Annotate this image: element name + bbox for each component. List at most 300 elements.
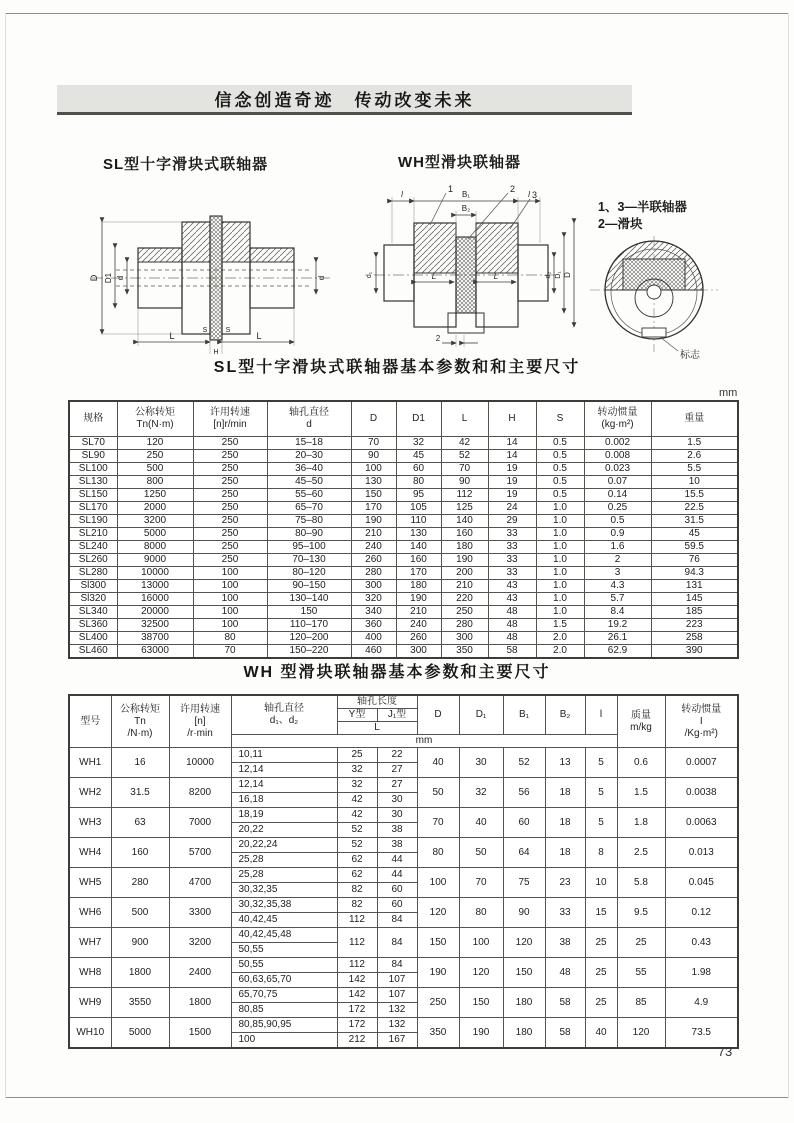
value-cell: 105 — [396, 502, 441, 515]
value-cell: 130 — [351, 476, 396, 489]
value-cell: 130 — [396, 528, 441, 541]
value-cell: 95–100 — [267, 541, 351, 554]
value-cell: 2000 — [117, 502, 193, 515]
wh-col-inertia: 转动惯量 I /Kg·m²) — [665, 695, 738, 748]
wh-table-row — [69, 748, 738, 763]
value-cell: 1.0 — [536, 502, 584, 515]
value-cell: 84 — [377, 928, 417, 958]
value-cell: 14 — [488, 450, 536, 463]
sl-table-row — [69, 593, 738, 606]
wh-part-1: 1 — [448, 184, 454, 194]
value-cell: 120 — [117, 437, 193, 450]
value-cell: 500 — [117, 463, 193, 476]
bore-cell: 100 — [231, 1033, 337, 1049]
value-cell: 38700 — [117, 632, 193, 645]
model-cell: SL460 — [69, 645, 117, 659]
value-cell: 48 — [488, 619, 536, 632]
wh-part-2: 2 — [510, 184, 516, 194]
value-cell: 80–90 — [267, 528, 351, 541]
value-cell: 1.0 — [536, 606, 584, 619]
value-cell: 90–150 — [267, 580, 351, 593]
value-cell: 120 — [503, 928, 545, 958]
value-cell: 3300 — [169, 898, 231, 928]
value-cell: 8 — [585, 838, 617, 868]
value-cell: 100 — [417, 868, 459, 898]
value-cell: 107 — [377, 988, 417, 1003]
value-cell: 18 — [545, 808, 585, 838]
value-cell: 100 — [193, 593, 267, 606]
value-cell: 9000 — [117, 554, 193, 567]
value-cell: 1500 — [169, 1018, 231, 1049]
model-cell: WH6 — [69, 898, 111, 928]
value-cell: 390 — [651, 645, 738, 659]
value-cell: 150 — [267, 606, 351, 619]
value-cell: 3550 — [111, 988, 169, 1018]
value-cell: 120 — [459, 958, 503, 988]
value-cell: 32 — [396, 437, 441, 450]
value-cell: 190 — [396, 593, 441, 606]
sl-table-title: SL型十字滑块式联轴器基本参数和和主要尺寸 — [213, 359, 581, 376]
value-cell: 45 — [651, 528, 738, 541]
value-cell: 80–120 — [267, 567, 351, 580]
model-cell: SL260 — [69, 554, 117, 567]
model-cell: SL190 — [69, 515, 117, 528]
value-cell: 150 — [459, 988, 503, 1018]
value-cell: 40 — [417, 748, 459, 778]
wh-dim-L-left: L — [431, 272, 437, 281]
value-cell: 1.8 — [617, 808, 665, 838]
value-cell: 140 — [396, 541, 441, 554]
value-cell: 29 — [488, 515, 536, 528]
sl-table-row — [69, 502, 738, 515]
wh-dim-l-left: l — [401, 190, 403, 199]
value-cell: 75 — [503, 868, 545, 898]
model-cell: WH3 — [69, 808, 111, 838]
value-cell: 180 — [396, 580, 441, 593]
value-cell: 300 — [396, 645, 441, 659]
value-cell: 26.1 — [584, 632, 651, 645]
value-cell: 0.002 — [584, 437, 651, 450]
value-cell: 55 — [617, 958, 665, 988]
value-cell: 42 — [337, 808, 377, 823]
model-cell: WH10 — [69, 1018, 111, 1049]
value-cell: 25 — [585, 928, 617, 958]
value-cell: 7000 — [169, 808, 231, 838]
value-cell: 8200 — [169, 778, 231, 808]
value-cell: 22 — [377, 748, 417, 763]
value-cell: 75–80 — [267, 515, 351, 528]
end-view-figure — [588, 234, 728, 362]
value-cell: 31.5 — [651, 515, 738, 528]
value-cell: 48 — [488, 606, 536, 619]
mark-label: 标志 — [680, 350, 700, 361]
value-cell: 112 — [337, 928, 377, 958]
wh-dim-D1: D₁ — [555, 271, 562, 279]
value-cell: 0.023 — [584, 463, 651, 476]
sl-figure-title: SL型十字滑块式联轴器 — [103, 156, 269, 173]
value-cell: 16 — [111, 748, 169, 778]
value-cell: 19 — [488, 476, 536, 489]
value-cell: 32500 — [117, 619, 193, 632]
value-cell: 58 — [545, 1018, 585, 1049]
value-cell: 2 — [584, 554, 651, 567]
wh-table-row — [69, 868, 738, 883]
value-cell: 240 — [396, 619, 441, 632]
page-border-top — [6, 13, 788, 14]
value-cell: 38 — [377, 838, 417, 853]
value-cell: 2.6 — [651, 450, 738, 463]
sl-figure-svg — [58, 178, 363, 356]
value-cell: 4.9 — [665, 988, 738, 1018]
sl-dim-L-right: L — [256, 331, 262, 341]
value-cell: 27 — [377, 778, 417, 793]
bore-cell: 80,85,90,95 — [231, 1018, 337, 1033]
sl-dim-D: D — [89, 274, 99, 282]
value-cell: 190 — [351, 515, 396, 528]
value-cell: 56 — [503, 778, 545, 808]
sl-table-row — [69, 463, 738, 476]
sl-col-inertia: 转动惯量 (kg·m²) — [584, 401, 651, 437]
value-cell: 0.5 — [536, 463, 584, 476]
wh-figure — [362, 183, 582, 355]
model-cell: SL280 — [69, 567, 117, 580]
value-cell: 58 — [488, 645, 536, 659]
value-cell: 60 — [377, 883, 417, 898]
sl-dim-d-left: d — [116, 275, 125, 281]
value-cell: 100 — [193, 567, 267, 580]
value-cell: 125 — [441, 502, 488, 515]
value-cell: 70 — [441, 463, 488, 476]
value-cell: 10000 — [169, 748, 231, 778]
value-cell: 2.0 — [536, 632, 584, 645]
value-cell: 0.9 — [584, 528, 651, 541]
banner — [57, 85, 632, 115]
value-cell: 42 — [441, 437, 488, 450]
bore-cell: 30,32,35,38 — [231, 898, 337, 913]
value-cell: 210 — [396, 606, 441, 619]
value-cell: 180 — [503, 1018, 545, 1049]
sl-table-row — [69, 476, 738, 489]
value-cell: 48 — [488, 632, 536, 645]
value-cell: 258 — [651, 632, 738, 645]
value-cell: 250 — [117, 450, 193, 463]
wh-dim-gap: 2 — [435, 334, 441, 343]
value-cell: 31.5 — [111, 778, 169, 808]
value-cell: 22.5 — [651, 502, 738, 515]
value-cell: 30 — [377, 793, 417, 808]
value-cell: 0.5 — [536, 489, 584, 502]
value-cell: 60 — [396, 463, 441, 476]
value-cell: 13000 — [117, 580, 193, 593]
value-cell: 1.5 — [536, 619, 584, 632]
value-cell: 40 — [459, 808, 503, 838]
value-cell: 5 — [585, 808, 617, 838]
sl-table — [68, 400, 739, 659]
value-cell: 80 — [417, 838, 459, 868]
value-cell: 1.0 — [536, 593, 584, 606]
value-cell: 16000 — [117, 593, 193, 606]
value-cell: 460 — [351, 645, 396, 659]
page-number: 73 — [717, 1044, 733, 1059]
bore-cell: 40,42,45,48 — [231, 928, 337, 943]
model-cell: SL130 — [69, 476, 117, 489]
value-cell: 2.0 — [536, 645, 584, 659]
value-cell: 280 — [351, 567, 396, 580]
value-cell: 5 — [585, 748, 617, 778]
value-cell: 140 — [441, 515, 488, 528]
value-cell: 120–200 — [267, 632, 351, 645]
bore-cell: 50,55 — [231, 958, 337, 973]
value-cell: 30 — [459, 748, 503, 778]
value-cell: 500 — [111, 898, 169, 928]
value-cell: 1.0 — [536, 554, 584, 567]
value-cell: 15.5 — [651, 489, 738, 502]
value-cell: 25 — [617, 928, 665, 958]
model-cell: WH4 — [69, 838, 111, 868]
value-cell: 100 — [459, 928, 503, 958]
value-cell: 212 — [337, 1033, 377, 1049]
sl-dim-L-left: L — [169, 331, 175, 341]
value-cell: 5.7 — [584, 593, 651, 606]
bore-cell: 50,55 — [231, 943, 337, 958]
value-cell: 60 — [503, 808, 545, 838]
wh-table-row — [69, 808, 738, 823]
wh-table-title: WH 型滑块联轴器基本参数和主要尺寸 — [243, 664, 551, 681]
model-cell: SL400 — [69, 632, 117, 645]
value-cell: 1.0 — [536, 541, 584, 554]
value-cell: 9.5 — [617, 898, 665, 928]
value-cell: 100 — [193, 619, 267, 632]
value-cell: 80 — [193, 632, 267, 645]
wh-col-D1: D₁ — [459, 695, 503, 735]
bore-cell: 65,70,75 — [231, 988, 337, 1003]
value-cell: 45 — [396, 450, 441, 463]
value-cell: 33 — [488, 554, 536, 567]
value-cell: 110 — [396, 515, 441, 528]
value-cell: 25 — [585, 988, 617, 1018]
value-cell: 95 — [396, 489, 441, 502]
model-cell: SL90 — [69, 450, 117, 463]
value-cell: 250 — [193, 554, 267, 567]
value-cell: 45–50 — [267, 476, 351, 489]
value-cell: 60 — [377, 898, 417, 913]
value-cell: 58 — [545, 988, 585, 1018]
end-view-legend — [598, 199, 687, 233]
value-cell: 250 — [193, 528, 267, 541]
value-cell: 1.0 — [536, 580, 584, 593]
value-cell: 85 — [617, 988, 665, 1018]
value-cell: 100 — [351, 463, 396, 476]
value-cell: 145 — [651, 593, 738, 606]
value-cell: 32 — [337, 778, 377, 793]
value-cell: 1.6 — [584, 541, 651, 554]
wh-table-row — [69, 898, 738, 913]
model-cell: Sl300 — [69, 580, 117, 593]
value-cell: 90 — [503, 898, 545, 928]
value-cell: 350 — [417, 1018, 459, 1049]
sl-col-bore: 轴孔直径 d — [267, 401, 351, 437]
value-cell: 64 — [503, 838, 545, 868]
value-cell: 185 — [651, 606, 738, 619]
value-cell: 3200 — [117, 515, 193, 528]
value-cell: 33 — [488, 528, 536, 541]
value-cell: 100 — [193, 606, 267, 619]
value-cell: 19.2 — [584, 619, 651, 632]
banner-title: 信念创造奇迹 传动改变未来 — [214, 91, 475, 110]
sl-table-row — [69, 554, 738, 567]
wh-dim-B2: B₂ — [461, 204, 471, 213]
value-cell: 150–220 — [267, 645, 351, 659]
wh-col-D: D — [417, 695, 459, 735]
value-cell: 84 — [377, 958, 417, 973]
wh-col-mass: 质量 m/kg — [617, 695, 665, 748]
value-cell: 112 — [337, 958, 377, 973]
value-cell: 0.0063 — [665, 808, 738, 838]
bore-cell: 25,28 — [231, 868, 337, 883]
model-cell: SL240 — [69, 541, 117, 554]
value-cell: 100 — [193, 580, 267, 593]
bore-cell: 12,14 — [231, 778, 337, 793]
value-cell: 94.3 — [651, 567, 738, 580]
sl-table-row — [69, 606, 738, 619]
sl-col-D1: D1 — [396, 401, 441, 437]
bore-cell: 20,22,24 — [231, 838, 337, 853]
sl-col-speed: 许用转速 [n]r/min — [193, 401, 267, 437]
sl-col-D: D — [351, 401, 396, 437]
wh-header-row-1 — [69, 695, 738, 709]
value-cell: 0.6 — [617, 748, 665, 778]
value-cell: 190 — [417, 958, 459, 988]
value-cell: 190 — [441, 554, 488, 567]
value-cell: 90 — [351, 450, 396, 463]
value-cell: 30 — [377, 808, 417, 823]
value-cell: 19 — [488, 489, 536, 502]
model-cell: Sl320 — [69, 593, 117, 606]
wh-col-bore: 轴孔直径 d₁、d₂ — [231, 695, 337, 735]
value-cell: 132 — [377, 1003, 417, 1018]
value-cell: 25 — [585, 958, 617, 988]
wh-dim-L-right: L — [493, 272, 499, 281]
wh-dim-l-right: l — [528, 190, 530, 199]
value-cell: 25 — [337, 748, 377, 763]
value-cell: 19 — [488, 463, 536, 476]
wh-col-length-group: 轴孔长度 — [337, 695, 417, 709]
value-cell: 82 — [337, 898, 377, 913]
value-cell: 1.0 — [536, 528, 584, 541]
value-cell: 160 — [111, 838, 169, 868]
legend-line-1: 1、3—半联轴器 — [598, 200, 687, 214]
value-cell: 76 — [651, 554, 738, 567]
value-cell: 150 — [417, 928, 459, 958]
value-cell: 38 — [545, 928, 585, 958]
value-cell: 160 — [441, 528, 488, 541]
value-cell: 52 — [503, 748, 545, 778]
value-cell: 84 — [377, 913, 417, 928]
end-view-svg — [588, 234, 728, 362]
value-cell: 0.0038 — [665, 778, 738, 808]
sl-col-spec: 规格 — [69, 401, 117, 437]
value-cell: 172 — [337, 1003, 377, 1018]
value-cell: 350 — [441, 645, 488, 659]
value-cell: 112 — [337, 913, 377, 928]
wh-table-row — [69, 928, 738, 943]
value-cell: 15–18 — [267, 437, 351, 450]
value-cell: 36–40 — [267, 463, 351, 476]
legend-line-2: 2—滑块 — [598, 216, 643, 231]
value-cell: 82 — [337, 883, 377, 898]
bore-cell: 40,42,45 — [231, 913, 337, 928]
value-cell: 13 — [545, 748, 585, 778]
sl-col-weight: 重量 — [651, 401, 738, 437]
value-cell: 0.07 — [584, 476, 651, 489]
value-cell: 2.5 — [617, 838, 665, 868]
sl-table-row — [69, 580, 738, 593]
model-cell: WH8 — [69, 958, 111, 988]
value-cell: 10 — [651, 476, 738, 489]
value-cell: 130–140 — [267, 593, 351, 606]
value-cell: 250 — [193, 541, 267, 554]
wh-table — [68, 694, 739, 1049]
value-cell: 5.5 — [651, 463, 738, 476]
value-cell: 5700 — [169, 838, 231, 868]
value-cell: 70–130 — [267, 554, 351, 567]
page-border-bottom — [6, 1097, 788, 1098]
value-cell: 250 — [193, 450, 267, 463]
sl-col-torque: 公称转矩 Tn(N·m) — [117, 401, 193, 437]
value-cell: 1.98 — [665, 958, 738, 988]
model-cell: SL150 — [69, 489, 117, 502]
value-cell: 170 — [351, 502, 396, 515]
value-cell: 800 — [117, 476, 193, 489]
value-cell: 10000 — [117, 567, 193, 580]
wh-col-B2: B₂ — [545, 695, 585, 735]
value-cell: 5.8 — [617, 868, 665, 898]
sl-table-unit: mm — [719, 387, 738, 399]
wh-figure-svg — [362, 183, 582, 355]
wh-col-L-label: L — [337, 722, 417, 735]
value-cell: 80 — [396, 476, 441, 489]
value-cell: 180 — [441, 541, 488, 554]
value-cell: 65–70 — [267, 502, 351, 515]
sl-figure — [58, 178, 363, 356]
value-cell: 18 — [545, 778, 585, 808]
value-cell: 4.3 — [584, 580, 651, 593]
value-cell: 20–30 — [267, 450, 351, 463]
value-cell: 1800 — [111, 958, 169, 988]
wh-table-row — [69, 838, 738, 853]
value-cell: 250 — [441, 606, 488, 619]
value-cell: 250 — [193, 437, 267, 450]
bore-cell: 16,18 — [231, 793, 337, 808]
value-cell: 0.013 — [665, 838, 738, 868]
wh-unit-cell: mm — [231, 735, 617, 748]
value-cell: 33 — [488, 541, 536, 554]
value-cell: 200 — [441, 567, 488, 580]
model-cell: WH2 — [69, 778, 111, 808]
bore-cell: 18,19 — [231, 808, 337, 823]
value-cell: 59.5 — [651, 541, 738, 554]
value-cell: 0.0007 — [665, 748, 738, 778]
value-cell: 190 — [459, 1018, 503, 1049]
value-cell: 44 — [377, 853, 417, 868]
value-cell: 112 — [441, 489, 488, 502]
value-cell: 340 — [351, 606, 396, 619]
value-cell: 400 — [351, 632, 396, 645]
sl-table-row — [69, 567, 738, 580]
value-cell: 250 — [193, 502, 267, 515]
value-cell: 280 — [111, 868, 169, 898]
sl-table-row — [69, 515, 738, 528]
